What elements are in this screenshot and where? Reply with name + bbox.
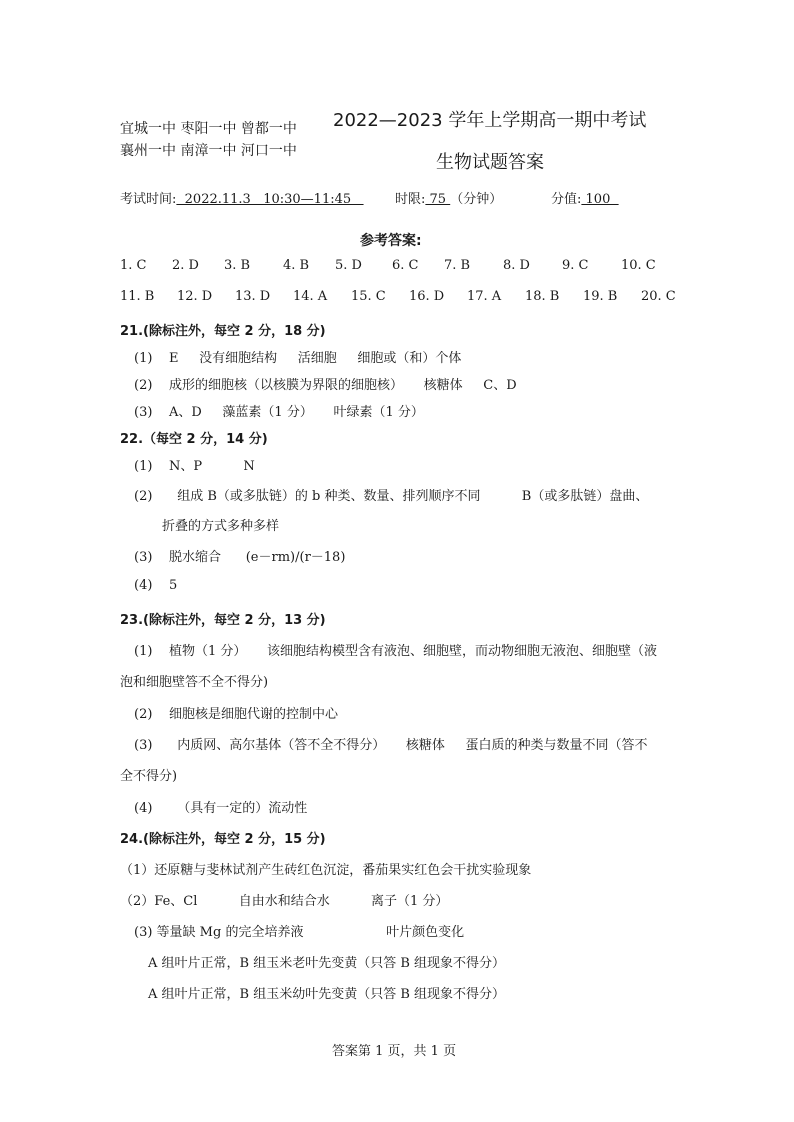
mc-answer: 12. D: [177, 289, 213, 304]
q23-line-2: (2) 细胞核是细胞代谢的控制中心: [134, 707, 338, 722]
exam-time-value: 2022.11.3 10:30—11:45: [176, 192, 364, 207]
page-title: 2022—2023 学年上学期高一期中考试: [333, 110, 647, 131]
q23-line-3b: 全不得分): [120, 769, 178, 784]
school-line: 宜城一中 枣阳一中 曾都一中: [120, 121, 297, 137]
q21-line-2: (2) 成形的细胞核（以核膜为界限的细胞核） 核糖体 C、D: [134, 378, 517, 393]
mc-answer: 6. C: [392, 258, 419, 273]
q23-line-1b: 泡和细胞壁答不全不得分): [120, 675, 269, 690]
answers-heading: 参考答案:: [360, 233, 422, 249]
score: [551, 188, 619, 207]
q23-line-1: (1) 植物（1 分） 该细胞结构模型含有液泡、细胞壁，而动物细胞无液泡、细胞壁（液: [134, 644, 658, 659]
duration-unit: （分钟）: [450, 192, 503, 207]
mc-answer: 18. B: [525, 289, 560, 304]
q22-line-2: (2) 组成 B（或多肽链）的 b 种类、数量、排列顺序不同 B（或多肽链）盘曲、: [134, 489, 649, 504]
mc-answer: 16. D: [409, 289, 445, 304]
q21-header: 21.(除标注外，每空 2 分，18 分): [120, 324, 326, 339]
mc-answer: 10. C: [621, 258, 656, 273]
mc-answer: 9. C: [562, 258, 589, 273]
duration-label: 时限:: [395, 192, 426, 207]
q23-line-4: (4) （具有一定的）流动性: [134, 801, 308, 816]
mc-answer: 8. D: [503, 258, 530, 273]
mc-answer: 1. C: [120, 258, 147, 273]
score-label: 分值:: [551, 192, 582, 207]
mc-row-2: [0, 289, 794, 309]
q22-line-4: (4) 5: [134, 578, 178, 593]
q24-line-2: （2）Fe、Cl 自由水和结合水 离子（1 分）: [120, 894, 449, 909]
mc-answer: 13. D: [235, 289, 271, 304]
q24-header: 24.(除标注外，每空 2 分，15 分): [120, 832, 326, 847]
mc-answer: 11. B: [120, 289, 155, 304]
q21-line-3: (3) A、D 藻蓝素（1 分） 叶绿素（1 分）: [134, 405, 424, 420]
mc-answer: 19. B: [583, 289, 618, 304]
mc-answer: 14. A: [293, 289, 328, 304]
q24-line-4: A 组叶片正常，B 组玉米老叶先变黄（只答 B 组现象不得分）: [148, 956, 506, 971]
mc-answer: 20. C: [641, 289, 676, 304]
q24-line-3: (3) 等量缺 Mg 的完全培养液 叶片颜色变化: [134, 925, 465, 940]
q22-line-2b: 折叠的方式多种多样: [162, 519, 280, 534]
score-value: 100: [581, 192, 619, 207]
mc-answer: 5. D: [335, 258, 362, 273]
q22-header: 22.（每空 2 分，14 分): [120, 432, 268, 447]
mc-answer: 3. B: [224, 258, 251, 273]
school-list: [120, 118, 297, 162]
q21-line-1: (1) E 没有细胞结构 活细胞 细胞或（和）个体: [134, 351, 462, 366]
q23-line-3: (3) 内质网、高尔基体（答不全不得分） 核糖体 蛋白质的种类与数量不同（答不: [134, 738, 648, 753]
q23-header: 23.(除标注外，每空 2 分，13 分): [120, 613, 326, 628]
mc-answer: 4. B: [283, 258, 310, 273]
exam-time: [120, 188, 364, 207]
duration-value: 75: [425, 192, 451, 207]
page-subtitle: 生物试题答案: [436, 152, 544, 173]
page-footer: 答案第 1 页，共 1 页: [332, 1044, 457, 1059]
mc-answer: 15. C: [351, 289, 386, 304]
duration: [395, 188, 502, 207]
exam-time-label: 考试时间:: [120, 192, 177, 207]
mc-answer: 7. B: [444, 258, 471, 273]
q22-line-1: (1) N、P N: [134, 459, 255, 474]
mc-answer: 17. A: [467, 289, 502, 304]
school-line: 襄州一中 南漳一中 河口一中: [120, 143, 297, 159]
q22-line-3: (3) 脱水缩合 (e－rm)/(r－18): [134, 550, 346, 565]
q24-line-5: A 组叶片正常，B 组玉米幼叶先变黄（只答 B 组现象不得分）: [148, 987, 506, 1002]
mc-row-1: [0, 258, 794, 278]
mc-answer: 2. D: [172, 258, 199, 273]
q24-line-1: （1）还原糖与斐林试剂产生砖红色沉淀，番茄果实红色会干扰实验现象: [120, 863, 532, 878]
